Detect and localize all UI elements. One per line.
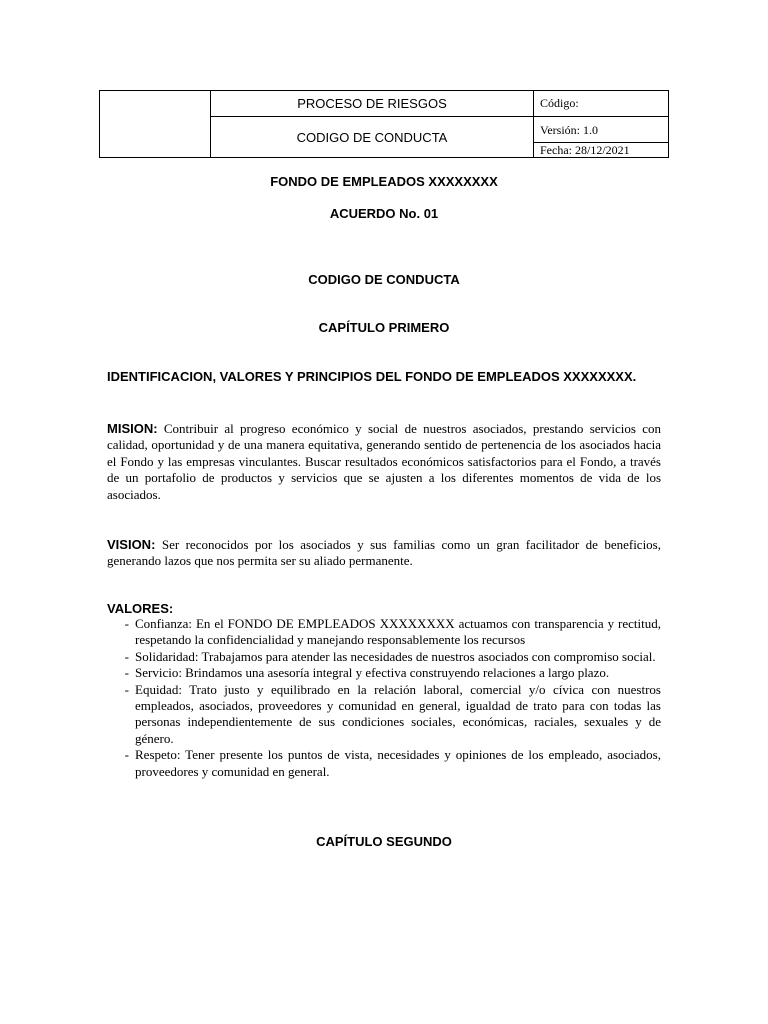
valores-heading: VALORES: [107,601,174,616]
valor-equidad: Equidad: Trato justo y equilibrado en la relación laboral, comercial y/o cívica con nuestros empleados, asociados, proveedores y comunidad en general, igualdad de trato para con todas las personas independientemente de sus condiciones sociales, económicas, raciales, sexuales y de género. [135,681,661,746]
date-label: Fecha: 28/12/2021 [540,143,630,157]
valor-respeto: Respeto: Tener presente los puntos de vista, necesidades y opiniones de los empleado, asociados, proveedores y comunidad en general. [135,747,661,779]
vision-paragraph [107,537,661,570]
mision-paragraph [107,421,661,503]
valor-confianza: Confianza: En el FONDO DE EMPLEADOS XXXXXXXX actuamos con transparencia y rectitud, respetando la confidencialidad y manejando responsablemente los recursos [135,616,661,648]
document-header-table [99,90,669,158]
identificacion-heading: IDENTIFICACION, VALORES Y PRINCIPIOS DEL FONDO DE EMPLEADOS XXXXXXXX. [107,369,637,384]
capitulo-segundo-heading: CAPÍTULO SEGUNDO [316,834,452,849]
list-item [107,616,661,649]
vision-section [107,537,661,570]
list-item [107,665,661,681]
mision-label: MISION: [107,421,158,436]
version-date-cell [534,117,669,158]
acuerdo-heading: ACUERDO No. 01 [329,206,439,221]
valores-list [107,616,661,780]
bullet-dash: - [124,665,129,681]
capitulo-primero-heading: CAPÍTULO PRIMERO [318,320,450,335]
vision-label: VISION: [107,537,156,552]
bullet-dash: - [124,681,129,697]
list-item [107,682,661,748]
codigo-heading: CODIGO DE CONDUCTA [308,272,460,287]
list-item [107,649,661,665]
bullet-dash: - [124,616,129,631]
fondo-heading: FONDO DE EMPLEADOS XXXXXXXX [270,174,498,189]
logo-cell [100,91,211,158]
version-label: Versión: 1.0 [534,117,668,143]
vision-text: Ser reconocidos por los asociados y sus familias como un gran facilitador de beneficios, generando lazos que nos permita ser su aliado permanente. [107,537,661,569]
process-name: PROCESO DE RIESGOS [211,91,534,117]
valor-solidaridad: Solidaridad: Trabajamos para atender las necesidades de nuestros asociados con compromiso social. [135,648,656,664]
bullet-dash: - [124,747,129,763]
list-item [107,747,661,780]
document-title: CODIGO DE CONDUCTA [211,117,534,158]
mision-text: Contribuir al progreso económico y social de nuestros asociados, prestando servicios con calidad, oportunidad y de una manera equitativa, generando sentido de pertenencia de los asociados hacia el Fondo y las empresas vinculantes. Buscar resultados económicos satisfactorios para el Fondo, a través de un portafolio de productos y servicios que se ajusten a los diferentes momentos de vida de los asociados. [107,421,661,502]
valores-section [107,601,661,780]
codigo-label: Código: [534,91,669,117]
bullet-dash: - [124,648,129,664]
identificacion-section [107,369,661,385]
valor-servicio: Servicio: Brindamos una asesoría integral y efectiva construyendo relaciones a largo plazo. [135,665,610,681]
mision-section [107,421,661,503]
